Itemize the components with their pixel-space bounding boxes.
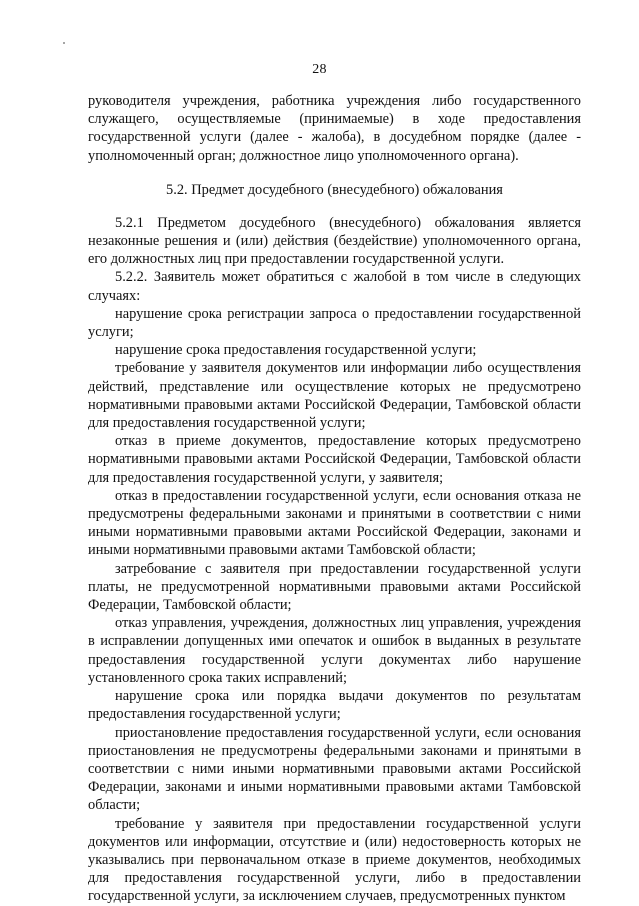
- list-item: отказ в предоставлении государственной услуги, если основания отказа не предусмотрены федеральными законами и принятыми в соответствии с ними иными нормативными правовыми актами Российской Федерации, законами и иными нормативными правовыми актами Тамбовской области;: [88, 487, 581, 559]
- list-item: затребование с заявителя при предоставлении государственной услуги платы, не предусмотренной нормативными правовыми актами Российской Федерации, Тамбовской области;: [88, 560, 581, 614]
- list-item: отказ в приеме документов, предоставление которых предусмотрено нормативными правовыми актами Российской Федерации, Тамбовской области для предоставления государственной услуги, у заявителя;: [88, 433, 581, 486]
- list-item: нарушение срока предоставления государственной услуги;: [115, 342, 477, 359]
- intro-paragraph: руководителя учреждения, работника учреждения либо государственного служащего, осуществляемые (принимаемые) в ходе предоставления государственной услуги (далее - жалоба), в досудебном порядке (далее - уполномоченный орган; должностное лицо уполномоченного органа).: [88, 93, 581, 164]
- list-item: приостановление предоставления государственной услуги, если основания приостановления не предусмотрены федеральными законами и принятыми в соответствии с ними иными нормативными правовыми актами Российской Федерации, законами и иными нормативными правовыми актами Тамбовской области;: [88, 724, 581, 814]
- list-item: отказ управления, учреждения, должностных лиц управления, учреждения в исправлении допущенных ими опечаток и ошибок в выданных в результате предоставления государственной услуги документах либо нарушение установленного срока таких исправлений;: [88, 615, 581, 686]
- scan-speck: [63, 42, 65, 44]
- document-body: [88, 92, 581, 906]
- list-item: нарушение срока регистрации запроса о предоставлении государственной услуги;: [88, 305, 581, 341]
- paragraph-5-2-1: 5.2.1 Предметом досудебного (внесудебного) обжалования является незаконные решения и (или) действия (бездействие) уполномоченного органа, его должностных лиц при предоставлении государственной услуги.: [88, 214, 581, 268]
- paragraph-5-2-2: 5.2.2. Заявитель может обратиться с жалобой в том числе в следующих случаях:: [88, 269, 581, 304]
- page-number: 28: [312, 62, 327, 77]
- list-item: нарушение срока или порядка выдачи документов по результатам предоставления государственной услуги;: [88, 688, 581, 723]
- list-item: требование у заявителя при предоставлении государственной услуги документов или информации, отсутствие и (или) недостоверность которых не указывались при первоначальном отказе в приеме документов, необходимых для предоставления государственной услуги, либо в предоставлении государственной услуги, за исключением случаев, предусмотренных пунктом: [88, 815, 581, 905]
- list-item: требование у заявителя документов или информации либо осуществления действий, представление или осуществление которых не предусмотрено нормативными правовыми актами Российской Федерации, Тамбовской области для предоставления государственной услуги;: [88, 360, 581, 432]
- section-heading: 5.2. Предмет досудебного (внесудебного) обжалования: [166, 181, 503, 198]
